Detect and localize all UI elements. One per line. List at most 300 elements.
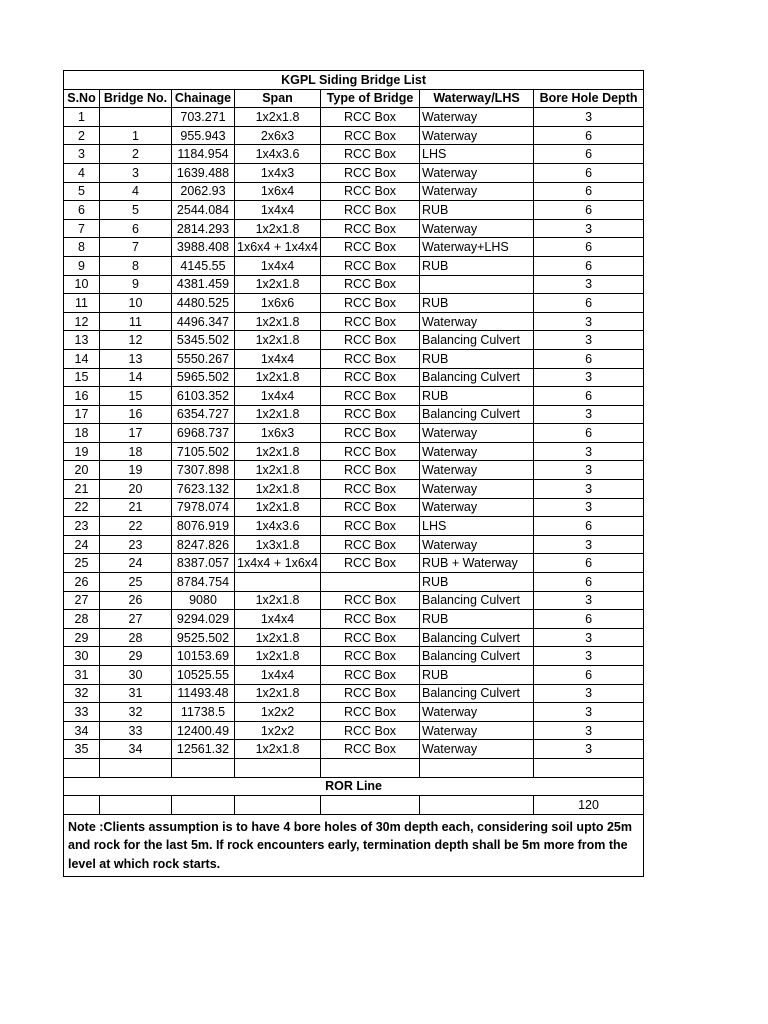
cell-span: 1x4x4 [235,349,321,368]
cell-type: RCC Box [321,554,420,573]
cell-chainage: 4496.347 [172,312,235,331]
table-row [64,480,644,499]
cell-bridge-no: 24 [100,554,172,573]
cell-bore-depth: 6 [534,610,644,629]
cell-span: 1x2x1.8 [235,498,321,517]
cell-bore-depth: 3 [534,498,644,517]
cell-sno: 17 [64,405,100,424]
cell-sno: 16 [64,387,100,406]
cell-span: 1x2x1.8 [235,740,321,759]
cell-type: RCC Box [321,480,420,499]
cell-bore-depth: 3 [534,331,644,350]
cell-bridge-no: 33 [100,721,172,740]
blank-cell [172,758,235,777]
table-row [64,387,644,406]
cell-span: 1x4x4 [235,201,321,220]
bridge-list-table [63,70,644,877]
cell-span: 1x4x3 [235,163,321,182]
cell-type: RCC Box [321,498,420,517]
cell-bridge-no: 6 [100,219,172,238]
cell-bore-depth: 6 [534,424,644,443]
cell-bridge-no: 1 [100,126,172,145]
header-row [64,89,644,108]
col-header-bore-depth: Bore Hole Depth [534,89,644,108]
cell-chainage: 7623.132 [172,480,235,499]
cell-sno: 23 [64,517,100,536]
cell-waterway: Waterway [420,498,534,517]
col-header-chainage: Chainage [172,89,235,108]
table-title: KGPL Siding Bridge List [64,71,644,90]
cell-bridge-no: 16 [100,405,172,424]
note-row [64,814,644,877]
cell-waterway: Waterway [420,721,534,740]
cell-sno: 13 [64,331,100,350]
cell-bridge-no: 14 [100,368,172,387]
cell-bore-depth: 3 [534,312,644,331]
table-row [64,610,644,629]
cell-sno: 25 [64,554,100,573]
cell-chainage: 6354.727 [172,405,235,424]
cell-span: 1x2x1.8 [235,312,321,331]
cell-waterway: RUB [420,666,534,685]
cell-sno: 4 [64,163,100,182]
cell-bridge-no: 5 [100,201,172,220]
cell-waterway: Waterway [420,424,534,443]
cell-bore-depth: 6 [534,182,644,201]
cell-waterway: LHS [420,145,534,164]
cell-type: RCC Box [321,684,420,703]
cell-span: 1x4x4 [235,666,321,685]
cell-bore-depth: 3 [534,405,644,424]
cell-type: RCC Box [321,126,420,145]
table-row [64,108,644,127]
cell-sno: 11 [64,294,100,313]
cell-waterway: RUB [420,201,534,220]
cell-span: 1x2x1.8 [235,442,321,461]
cell-waterway: RUB + Waterway [420,554,534,573]
title-row [64,71,644,90]
table-row [64,442,644,461]
blank-cell [64,796,100,815]
cell-waterway: Waterway [420,182,534,201]
cell-type: RCC Box [321,201,420,220]
table-row [64,349,644,368]
cell-waterway: Balancing Culvert [420,331,534,350]
cell-sno: 28 [64,610,100,629]
cell-bore-depth: 3 [534,591,644,610]
cell-chainage: 12561.32 [172,740,235,759]
cell-sno: 7 [64,219,100,238]
blank-cell [321,796,420,815]
cell-sno: 8 [64,238,100,257]
cell-bore-depth: 3 [534,684,644,703]
cell-span [235,573,321,592]
cell-span: 1x4x3.6 [235,517,321,536]
blank-cell [64,758,100,777]
cell-bore-depth: 6 [534,145,644,164]
total-row [64,796,644,815]
cell-type: RCC Box [321,219,420,238]
cell-type: RCC Box [321,610,420,629]
cell-chainage: 11493.48 [172,684,235,703]
table-row [64,201,644,220]
cell-waterway: RUB [420,294,534,313]
cell-bridge-no: 29 [100,647,172,666]
cell-sno: 2 [64,126,100,145]
cell-type: RCC Box [321,721,420,740]
blank-cell [100,796,172,815]
cell-waterway: Waterway [420,461,534,480]
table-row [64,628,644,647]
cell-type: RCC Box [321,740,420,759]
cell-waterway: Waterway [420,163,534,182]
cell-span: 2x6x3 [235,126,321,145]
cell-sno: 1 [64,108,100,127]
cell-sno: 12 [64,312,100,331]
cell-span: 1x6x4 [235,182,321,201]
cell-bridge-no: 26 [100,591,172,610]
cell-bore-depth: 3 [534,108,644,127]
cell-span: 1x2x1.8 [235,108,321,127]
cell-type: RCC Box [321,591,420,610]
cell-waterway: Balancing Culvert [420,591,534,610]
cell-type: RCC Box [321,424,420,443]
table-row [64,294,644,313]
col-header-sno: S.No [64,89,100,108]
col-header-waterway: Waterway/LHS [420,89,534,108]
col-header-span: Span [235,89,321,108]
cell-type: RCC Box [321,405,420,424]
cell-bridge-no: 23 [100,535,172,554]
cell-bridge-no: 25 [100,573,172,592]
cell-chainage: 7307.898 [172,461,235,480]
table-row [64,535,644,554]
cell-bridge-no: 8 [100,256,172,275]
cell-type: RCC Box [321,294,420,313]
cell-chainage: 1184.954 [172,145,235,164]
cell-bridge-no: 21 [100,498,172,517]
cell-waterway: Balancing Culvert [420,628,534,647]
cell-waterway: Balancing Culvert [420,405,534,424]
table-row [64,275,644,294]
cell-waterway: Waterway [420,740,534,759]
cell-type: RCC Box [321,368,420,387]
cell-waterway: RUB [420,573,534,592]
ror-line-row [64,777,644,796]
cell-waterway: Waterway+LHS [420,238,534,257]
blank-cell [100,758,172,777]
cell-span: 1x2x1.8 [235,480,321,499]
cell-bridge-no: 27 [100,610,172,629]
cell-sno: 3 [64,145,100,164]
cell-bridge-no: 15 [100,387,172,406]
cell-type: RCC Box [321,461,420,480]
cell-sno: 29 [64,628,100,647]
cell-chainage: 4381.459 [172,275,235,294]
cell-chainage: 5550.267 [172,349,235,368]
cell-bridge-no: 10 [100,294,172,313]
cell-chainage: 9525.502 [172,628,235,647]
cell-chainage: 10153.69 [172,647,235,666]
cell-chainage: 4480.525 [172,294,235,313]
cell-type: RCC Box [321,163,420,182]
cell-type: RCC Box [321,517,420,536]
table-row [64,517,644,536]
cell-type: RCC Box [321,349,420,368]
blank-cell [420,796,534,815]
cell-bore-depth: 3 [534,368,644,387]
cell-bridge-no: 32 [100,703,172,722]
cell-sno: 19 [64,442,100,461]
cell-sno: 30 [64,647,100,666]
cell-bore-depth: 6 [534,349,644,368]
cell-bridge-no: 20 [100,480,172,499]
cell-span: 1x2x1.8 [235,591,321,610]
blank-row [64,758,644,777]
cell-waterway: Waterway [420,126,534,145]
cell-waterway: RUB [420,256,534,275]
table-row [64,256,644,275]
cell-bridge-no: 19 [100,461,172,480]
cell-chainage: 7978.074 [172,498,235,517]
cell-bore-depth: 3 [534,219,644,238]
cell-chainage: 5965.502 [172,368,235,387]
cell-waterway: Balancing Culvert [420,684,534,703]
cell-sno: 34 [64,721,100,740]
cell-chainage: 4145.55 [172,256,235,275]
cell-chainage: 5345.502 [172,331,235,350]
cell-type: RCC Box [321,145,420,164]
cell-span: 1x4x4 [235,256,321,275]
cell-chainage: 11738.5 [172,703,235,722]
cell-sno: 21 [64,480,100,499]
cell-chainage: 8247.826 [172,535,235,554]
table-row [64,126,644,145]
cell-span: 1x2x1.8 [235,647,321,666]
table-row [64,721,644,740]
cell-sno: 6 [64,201,100,220]
cell-sno: 15 [64,368,100,387]
col-header-type: Type of Bridge [321,89,420,108]
cell-sno: 32 [64,684,100,703]
cell-waterway: RUB [420,349,534,368]
table-row [64,573,644,592]
cell-bridge-no: 12 [100,331,172,350]
cell-bridge-no: 28 [100,628,172,647]
cell-sno: 27 [64,591,100,610]
cell-bridge-no: 9 [100,275,172,294]
blank-cell [235,796,321,815]
cell-sno: 18 [64,424,100,443]
cell-span: 1x2x1.8 [235,628,321,647]
table-row [64,182,644,201]
cell-type [321,573,420,592]
cell-sno: 10 [64,275,100,294]
cell-span: 1x4x4 [235,387,321,406]
cell-chainage: 703.271 [172,108,235,127]
cell-bore-depth: 3 [534,275,644,294]
cell-bore-depth: 3 [534,480,644,499]
cell-span: 1x4x4 [235,610,321,629]
cell-bridge-no: 18 [100,442,172,461]
cell-chainage: 9080 [172,591,235,610]
cell-bore-depth: 3 [534,535,644,554]
cell-bore-depth: 6 [534,163,644,182]
cell-bore-depth: 3 [534,721,644,740]
cell-span: 1x2x1.8 [235,461,321,480]
table-row [64,666,644,685]
table-row [64,312,644,331]
cell-sno: 22 [64,498,100,517]
table-row [64,219,644,238]
cell-waterway: Balancing Culvert [420,647,534,666]
cell-waterway: Waterway [420,480,534,499]
table-row [64,145,644,164]
cell-type: RCC Box [321,647,420,666]
cell-waterway: Waterway [420,219,534,238]
cell-bore-depth: 6 [534,126,644,145]
cell-waterway: Waterway [420,312,534,331]
cell-type: RCC Box [321,256,420,275]
cell-type: RCC Box [321,535,420,554]
note-text: Note :Clients assumption is to have 4 bore holes of 30m depth each, considering soil upto 25m and rock for the last 5m. If rock encounters early, termination depth shall be 5m more from the level at which rock starts. [64,814,644,877]
cell-sno: 14 [64,349,100,368]
cell-sno: 20 [64,461,100,480]
cell-chainage: 10525.55 [172,666,235,685]
cell-bore-depth: 6 [534,256,644,275]
cell-span: 1x2x1.8 [235,331,321,350]
table-body [64,108,644,759]
cell-bore-depth: 3 [534,628,644,647]
blank-cell [534,758,644,777]
bore-depth-total: 120 [534,796,644,815]
cell-chainage: 955.943 [172,126,235,145]
blank-cell [172,796,235,815]
table-row [64,647,644,666]
cell-chainage: 8387.057 [172,554,235,573]
cell-type: RCC Box [321,628,420,647]
cell-type: RCC Box [321,666,420,685]
table-row [64,684,644,703]
cell-waterway: Waterway [420,108,534,127]
blank-cell [235,758,321,777]
cell-bridge-no: 2 [100,145,172,164]
table-row [64,498,644,517]
cell-waterway: Balancing Culvert [420,368,534,387]
cell-chainage: 6103.352 [172,387,235,406]
cell-sno: 9 [64,256,100,275]
cell-bore-depth: 3 [534,740,644,759]
cell-sno: 26 [64,573,100,592]
cell-bridge-no: 7 [100,238,172,257]
table-row [64,461,644,480]
cell-chainage: 1639.488 [172,163,235,182]
cell-bore-depth: 6 [534,666,644,685]
cell-chainage: 8076.919 [172,517,235,536]
cell-span: 1x2x2 [235,721,321,740]
cell-bridge-no: 11 [100,312,172,331]
cell-chainage: 9294.029 [172,610,235,629]
cell-span: 1x2x1.8 [235,684,321,703]
cell-waterway: LHS [420,517,534,536]
table-row [64,163,644,182]
cell-bridge-no: 34 [100,740,172,759]
cell-bore-depth: 3 [534,442,644,461]
cell-sno: 24 [64,535,100,554]
ror-line-label: ROR Line [64,777,644,796]
cell-type: RCC Box [321,108,420,127]
cell-sno: 33 [64,703,100,722]
cell-chainage: 8784.754 [172,573,235,592]
cell-sno: 5 [64,182,100,201]
cell-type: RCC Box [321,331,420,350]
table-row [64,238,644,257]
cell-bore-depth: 3 [534,703,644,722]
blank-cell [420,758,534,777]
cell-span: 1x4x3.6 [235,145,321,164]
cell-bore-depth: 6 [534,517,644,536]
cell-span: 1x2x1.8 [235,368,321,387]
cell-waterway: RUB [420,387,534,406]
cell-chainage: 2814.293 [172,219,235,238]
cell-bore-depth: 6 [534,554,644,573]
cell-bridge-no: 22 [100,517,172,536]
cell-bore-depth: 6 [534,387,644,406]
cell-type: RCC Box [321,238,420,257]
cell-type: RCC Box [321,442,420,461]
cell-bore-depth: 3 [534,461,644,480]
table-row [64,591,644,610]
col-header-bridge-no: Bridge No. [100,89,172,108]
table-row [64,703,644,722]
table-row [64,368,644,387]
cell-bridge-no: 3 [100,163,172,182]
table-row [64,331,644,350]
cell-bridge-no: 4 [100,182,172,201]
cell-span: 1x6x3 [235,424,321,443]
cell-span: 1x6x6 [235,294,321,313]
cell-type: RCC Box [321,312,420,331]
cell-bore-depth: 6 [534,238,644,257]
cell-chainage: 3988.408 [172,238,235,257]
bridge-list-sheet [63,70,643,877]
cell-span: 1x2x1.8 [235,405,321,424]
cell-bore-depth: 6 [534,201,644,220]
cell-sno: 35 [64,740,100,759]
cell-type: RCC Box [321,387,420,406]
cell-waterway [420,275,534,294]
table-row [64,424,644,443]
cell-bridge-no: 17 [100,424,172,443]
cell-sno: 31 [64,666,100,685]
cell-bore-depth: 6 [534,573,644,592]
cell-type: RCC Box [321,275,420,294]
table-row [64,405,644,424]
cell-waterway: Waterway [420,703,534,722]
cell-chainage: 7105.502 [172,442,235,461]
cell-span: 1x6x4 + 1x4x4 [235,238,321,257]
cell-type: RCC Box [321,182,420,201]
cell-span: 1x2x1.8 [235,219,321,238]
cell-bridge-no [100,108,172,127]
table-row [64,554,644,573]
cell-span: 1x2x1.8 [235,275,321,294]
cell-bore-depth: 3 [534,647,644,666]
cell-chainage: 6968.737 [172,424,235,443]
cell-bridge-no: 13 [100,349,172,368]
cell-chainage: 2062.93 [172,182,235,201]
cell-span: 1x4x4 + 1x6x4 [235,554,321,573]
